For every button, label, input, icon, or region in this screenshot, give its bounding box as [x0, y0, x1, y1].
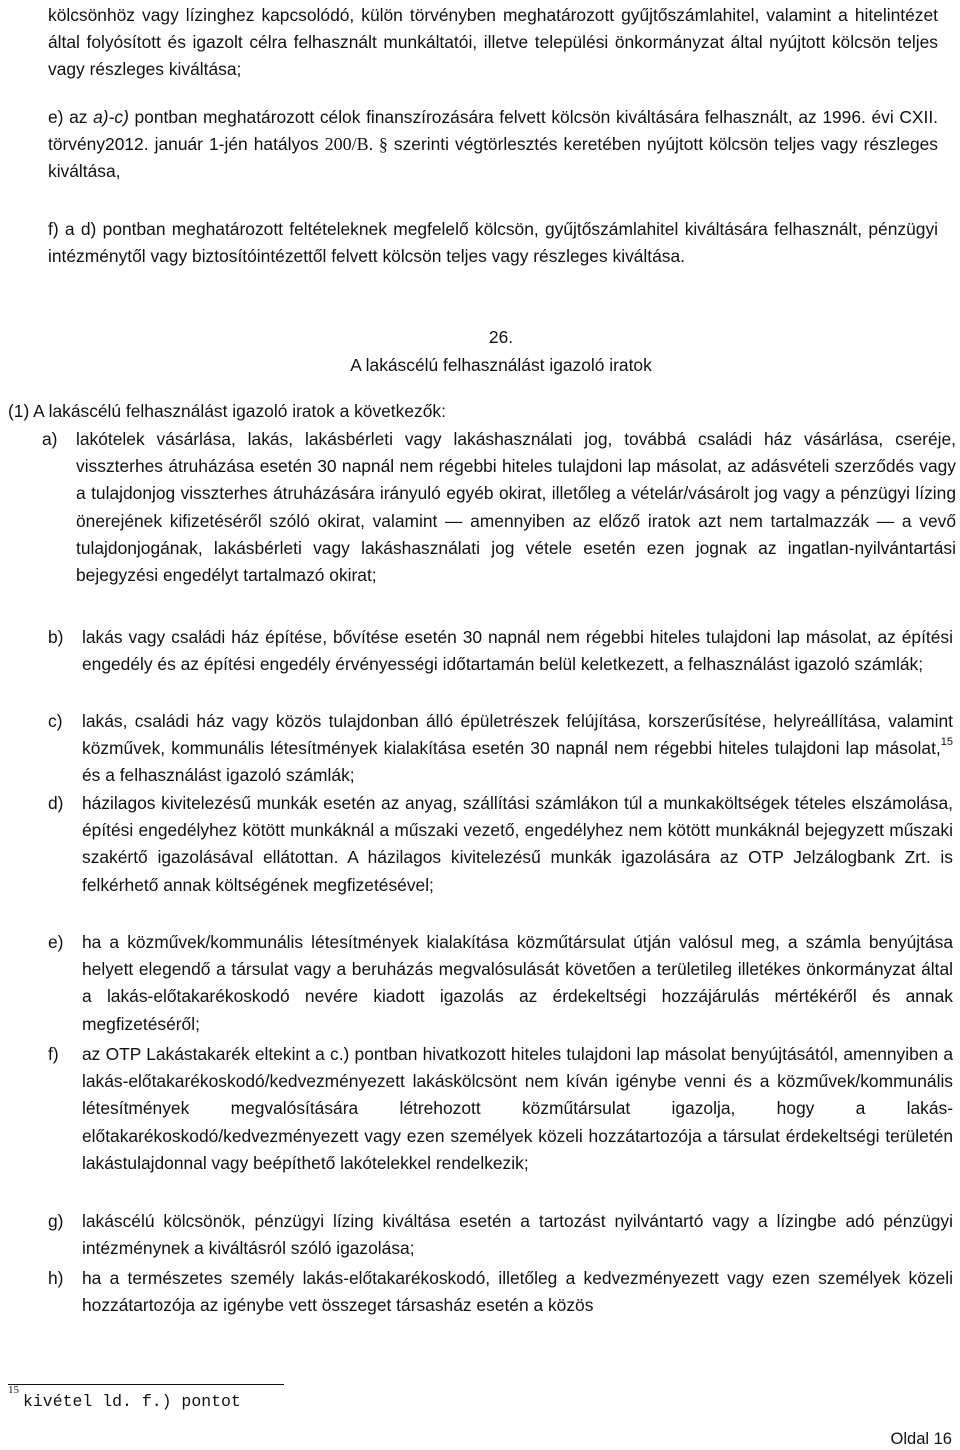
intro-continuation	[48, 2, 938, 82]
footnote-ref[interactable]: 15	[940, 736, 953, 749]
footnote-separator	[8, 1384, 284, 1385]
list-item-d	[48, 790, 953, 899]
point-e-prefix: e) az	[48, 107, 94, 127]
point-e-section-ref: 200/B. §	[324, 133, 388, 154]
list-marker: c)	[48, 711, 63, 731]
list-item-f	[48, 1041, 953, 1177]
intro-point-f	[48, 216, 938, 270]
point-e-ref: a)-c)	[93, 107, 129, 127]
list-item-text: lakótelek vásárlása, lakás, lakásbérleti vagy lakáshasználati jog, továbbá családi ház vásárlása, cseréje, visszterhes átruházása esetén 30 napnál nem régebbi hiteles tulajdoni lap másolat, az adásvételi szerződés vagy a tulajdonjog visszterhes átruházására irányuló egyéb okirat, illetőleg a vételár/vásárolt jog vagy a pénzügyi lízing önerejének kifizetéséről szóló okirat, valamint — amennyiben az előző iratok azt nem tartalmazzák — a vevő tulajdonjogának, lakásbérleti vagy lakáshasználati jog vétele esetén ezen jognak az ingatlan-nyilvántartási bejegyzési engedélyt tartalmazó okirat;	[76, 429, 956, 586]
list-marker: d)	[48, 793, 64, 813]
list-item-text: az OTP Lakástakarék eltekint a c.) pontban hivatkozott hiteles tulajdoni lap másolat benyújtásától, amennyiben a lakás-előtakarékoskodó/kedvezményezett lakáskölcsönt nem kíván igénybe venni és a közművek/kommunális létesítmények megvalósítására létrehozott közműtársulat igazolja, hogy a lakás-előtakarékoskodó/kedvezményezett vagy ezen személyek közeli hozzátartozója a társulat érdekeltségi területén lakástulajdonnal vagy beépíthető lakótelekkel rendelkezik;	[82, 1044, 953, 1173]
list-marker: g)	[48, 1211, 64, 1231]
list-item-text: lakáscélú kölcsönök, pénzügyi lízing kiváltása esetén a tartozást nyilvántartó vagy a lízingbe adó pénzügyi intézménynek a kiváltásról szóló igazolása;	[82, 1211, 953, 1259]
footnote-text: kivétel ld. f.) pontot	[23, 1392, 241, 1411]
footnote	[8, 1383, 241, 1411]
point-e-middle: pontban meghatározott célok finanszírozására felvett kölcsön kiváltására felhasznált, az 1996. évi CXII. törvény2012. január 1-jén hatályos	[48, 107, 939, 154]
list-item-text: házilagos kivitelezésű munkák esetén az anyag, szállítási számlákon túl a munkaköltségek tételes elszámolása, építési engedélyhez kötött munkáknál a műszaki vezető, engedélyhez nem kötött munkáknál bejegyzett műszaki szakértő igazolásával ellátottan. A házilagos kivitelezésű munkák igazolására az OTP Jelzálogbank Zrt. is felkérhető annak költségének megfizetésével;	[82, 793, 953, 895]
list-item-text: ha a közművek/kommunális létesítmények kialakítása közműtársulat útján valósul meg, a számla benyújtása helyett elegendő a társulat vagy a beruházás megvalósulását követően a területileg illetékes önkormányzat által a lakás-előtakarékoskodó nevére kiadott igazolás az érdekeltségi hozzájárulás mértékéről és annak megfizetéséről;	[82, 932, 953, 1034]
list-item-b	[48, 624, 953, 678]
list-marker: e)	[48, 932, 64, 952]
section-number: 26.	[488, 327, 514, 347]
point-f-text: f) a d) pontban meghatározott feltételeknek megfelelő kölcsön, gyűjtőszámlahitel kiváltására felhasznált, pénzügyi intézménytől vagy biztosítóintézettől felvett kölcsön teljes vagy részleges kiváltása.	[48, 219, 938, 266]
section-title: A lakáscélú felhasználást igazoló iratok	[350, 355, 652, 375]
list-item-text: lakás, családi ház vagy közös tulajdonban álló épületrészek felújítása, korszerűsítése, helyreállítása, valamint közművek, kommunális létesítmények kialakítása esetén 30 napnál nem régebbi hiteles tulajdoni lap másolat,	[82, 711, 953, 759]
list-marker: a)	[42, 429, 58, 449]
paragraph-1: (1) A lakáscélú felhasználást igazoló iratok a következők:	[8, 401, 446, 421]
list-item-a	[42, 426, 956, 589]
page-number: Oldal 16	[890, 1430, 952, 1448]
list-item-g	[48, 1208, 953, 1262]
intro-point-e	[48, 104, 938, 184]
list-marker: h)	[48, 1268, 64, 1288]
list-marker: b)	[48, 627, 64, 647]
footnote-number: 15	[8, 1383, 19, 1396]
intro-continuation-text: kölcsönhöz vagy lízinghez kapcsolódó, külön törvényben meghatározott gyűjtőszámlahitel, valamint a hitelintézet által folyósított és igazolt célra felhasznált munkáltatói, illetve települési önkormányzat által nyújtott kölcsön teljes vagy részleges kiváltása;	[48, 5, 938, 79]
list-item-h	[48, 1265, 953, 1319]
list-item-text: lakás vagy családi ház építése, bővítése esetén 30 napnál nem régebbi hiteles tulajdoni lap másolat, az építési engedély és az építési engedély érvényességi időtartamán belül keletkezett, a felhasználást igazoló számlák;	[82, 627, 953, 675]
list-item-text-end: és a felhasználást igazoló számlák;	[82, 765, 355, 786]
list-item-text: ha a természetes személy lakás-előtakarékoskodó, illetőleg a kedvezményezett vagy ezen személyek közeli hozzátartozója az igénybe vett összeget társasház esetén a közös	[82, 1268, 953, 1316]
list-item-c	[48, 708, 953, 790]
list-item-e	[48, 929, 953, 1038]
list-marker: f)	[48, 1044, 59, 1064]
point-e-suffix: szerinti végtörlesztés keretében nyújtott kölcsön teljes vagy részleges kiváltása,	[48, 133, 938, 181]
